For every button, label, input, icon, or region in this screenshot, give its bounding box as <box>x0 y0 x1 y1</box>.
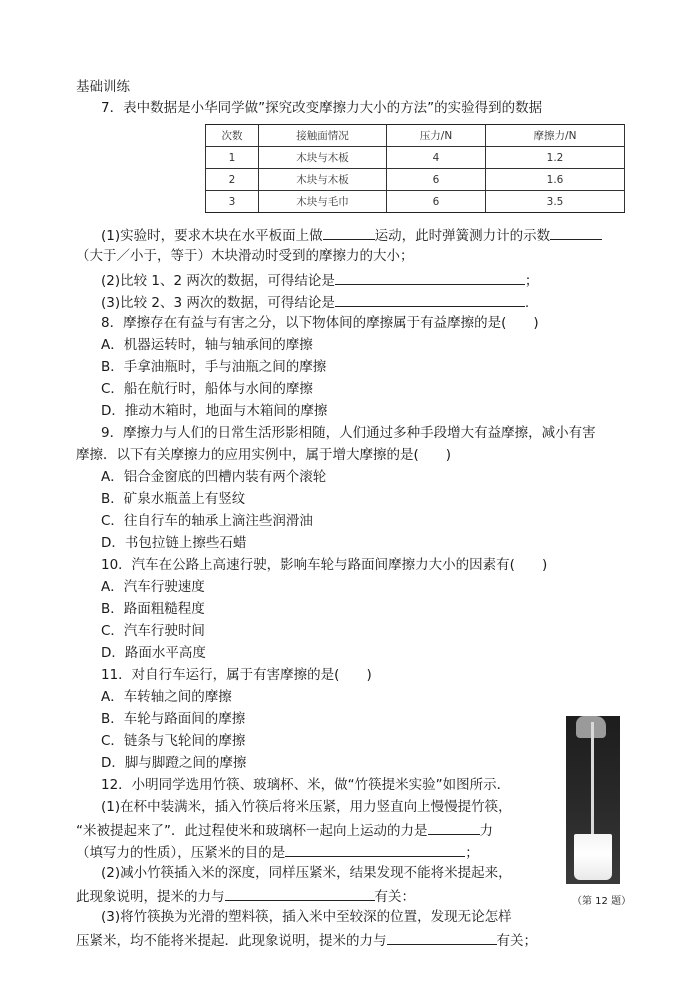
table-cell: 1 <box>206 147 259 169</box>
q11-option-c[interactable]: C．链条与飞轮间的摩擦 <box>101 733 246 749</box>
table-cell: 6 <box>387 191 486 213</box>
q10-option-c[interactable]: C．汽车行驶时间 <box>101 623 205 639</box>
answer-blank[interactable] <box>387 930 497 945</box>
answer-blank[interactable] <box>428 820 480 835</box>
table-row <box>206 147 625 169</box>
table-cell: 3 <box>206 191 259 213</box>
answer-blank[interactable] <box>335 270 525 285</box>
table-header-cell: 压力/N <box>387 125 486 147</box>
q8-option-a[interactable]: A．机器运转时，轴与轴承间的摩擦 <box>101 337 313 353</box>
q11-option-b[interactable]: B．车轮与路面间的摩擦 <box>101 711 246 727</box>
q12-stem: 12．小明同学选用竹筷、玻璃杯、米，做“竹筷提米实验”如图所示． <box>101 777 511 793</box>
q9-stem-line1: 9．摩擦力与人们的日常生活形影相随，人们通过多种手段增大有益摩擦，减小有害 <box>101 425 596 441</box>
q7-part3 <box>101 292 529 312</box>
q9-option-c[interactable]: C．往自行车的轴承上滴注些润滑油 <box>101 513 313 529</box>
table-cell: 木块与木板 <box>259 169 387 191</box>
q7-data-table <box>205 124 625 213</box>
q7-part3-end: . <box>524 295 530 311</box>
table-cell: 6 <box>387 169 486 191</box>
q12-part1-line1: (1)在杯中装满米，插入竹筷后将米压紧，用力竖直向上慢慢提竹筷， <box>101 799 512 815</box>
q7-part2-end: ； <box>524 273 539 289</box>
q12-part3-line2 <box>76 930 537 950</box>
q9-option-d[interactable]: D．书包拉链上擦些石蜡 <box>101 535 247 551</box>
glass-of-rice-shape <box>574 834 612 880</box>
table-cell: 2 <box>206 169 259 191</box>
q10-stem: 10．汽车在公路上高速行驶，影响车轮与路面间摩擦力大小的因素有( ) <box>101 557 548 573</box>
q10-option-b[interactable]: B．路面粗糙程度 <box>101 601 205 617</box>
q12-part1-text-c-end: ； <box>465 845 479 861</box>
section-title: 基础训练 <box>76 79 130 95</box>
q7-part1-text-a: (1)实验时，要求木块在水平板面上做 <box>101 228 323 244</box>
answer-blank[interactable] <box>335 292 525 307</box>
q12-part3-text-b-end: 有关； <box>496 933 537 949</box>
table-cell: 4 <box>387 147 486 169</box>
table-header-cell: 接触面情况 <box>259 125 387 147</box>
q12-part1-line2 <box>76 820 493 840</box>
q8-option-d[interactable]: D．推动木箱时，地面与木箱间的摩擦 <box>101 403 328 419</box>
q12-part1-text-b-end: 力 <box>479 823 493 839</box>
figure-caption: （第 12 题） <box>572 896 632 907</box>
answer-blank[interactable] <box>225 886 375 901</box>
q12-part1-text-c: （填写力的性质），压紧米的目的是 <box>76 845 286 861</box>
q12-part2-text-b-end: 有关： <box>374 889 415 905</box>
q7-part1-line1 <box>101 225 602 245</box>
table-header-cell: 次数 <box>206 125 259 147</box>
answer-blank[interactable] <box>323 225 375 240</box>
q12-part3-text-b: 压紧米，均不能将米提起．此现象说明，提米的力与 <box>76 933 387 949</box>
table-row <box>206 169 625 191</box>
table-cell: 3.5 <box>486 191 625 213</box>
q9-option-a[interactable]: A．铝合金窗底的凹槽内装有两个滚轮 <box>101 469 327 485</box>
chopstick-rice-photo <box>566 716 620 884</box>
q11-option-a[interactable]: A．车转轴之间的摩擦 <box>101 689 232 705</box>
q12-part3-line1: (3)将竹筷换为光滑的塑料筷，插入米中至较深的位置，发现无论怎样 <box>101 909 512 925</box>
q7-part1-line2: （大于／小于，等于）木块滑动时受到的摩擦力的大小； <box>76 248 414 264</box>
table-header-cell: 摩擦力/N <box>486 125 625 147</box>
q11-stem: 11．对自行车运行，属于有害摩擦的是( ) <box>101 667 372 683</box>
q12-part2-line2 <box>76 886 415 906</box>
table-cell: 木块与毛巾 <box>259 191 387 213</box>
q8-stem: 8．摩擦存在有益与有害之分，以下物体间的摩擦属于有益摩擦的是( ) <box>101 315 539 331</box>
q8-option-c[interactable]: C．船在航行时，船体与水间的摩擦 <box>101 381 313 397</box>
table-cell: 1.6 <box>486 169 625 191</box>
table-cell: 木块与木板 <box>259 147 387 169</box>
table-cell: 1.2 <box>486 147 625 169</box>
q9-stem-line2: 摩擦．以下有关摩擦力的应用实例中，属于增大摩擦的是( ) <box>76 447 452 463</box>
q9-option-b[interactable]: B．矿泉水瓶盖上有竖纹 <box>101 491 246 507</box>
table-row <box>206 191 625 213</box>
q12-part1-text-b: “米被提起来了”．此过程使米和玻璃杯一起向上运动的力是 <box>76 823 428 839</box>
chopstick-shape <box>591 722 594 840</box>
q12-part2-line1: (2)减小竹筷插入米的深度，同样压紧米，结果发现不能将米提起来， <box>101 865 512 881</box>
q7-part3-text: (3)比较 2、3 两次的数据，可得结论是 <box>101 295 335 311</box>
q12-part2-text-b: 此现象说明，提米的力与 <box>76 889 225 905</box>
q8-option-b[interactable]: B．手拿油瓶时，手与油瓶之间的摩擦 <box>101 359 327 375</box>
answer-blank[interactable] <box>285 842 465 857</box>
q12-part1-line3 <box>76 842 479 862</box>
q7-part1-text-b: 运动，此时弹簧测力计的示数 <box>374 228 551 244</box>
q10-option-a[interactable]: A．汽车行驶速度 <box>101 579 205 595</box>
table-header-row <box>206 125 625 147</box>
q7-stem: 7．表中数据是小华同学做”探究改变摩擦力大小的方法”的实验得到的数据 <box>101 100 543 116</box>
q7-part2 <box>101 270 538 290</box>
answer-blank[interactable] <box>550 225 602 240</box>
q7-part2-text: (2)比较 1、2 两次的数据，可得结论是 <box>101 273 335 289</box>
q10-option-d[interactable]: D．路面水平高度 <box>101 645 206 661</box>
q11-option-d[interactable]: D．脚与脚蹬之间的摩擦 <box>101 755 247 771</box>
